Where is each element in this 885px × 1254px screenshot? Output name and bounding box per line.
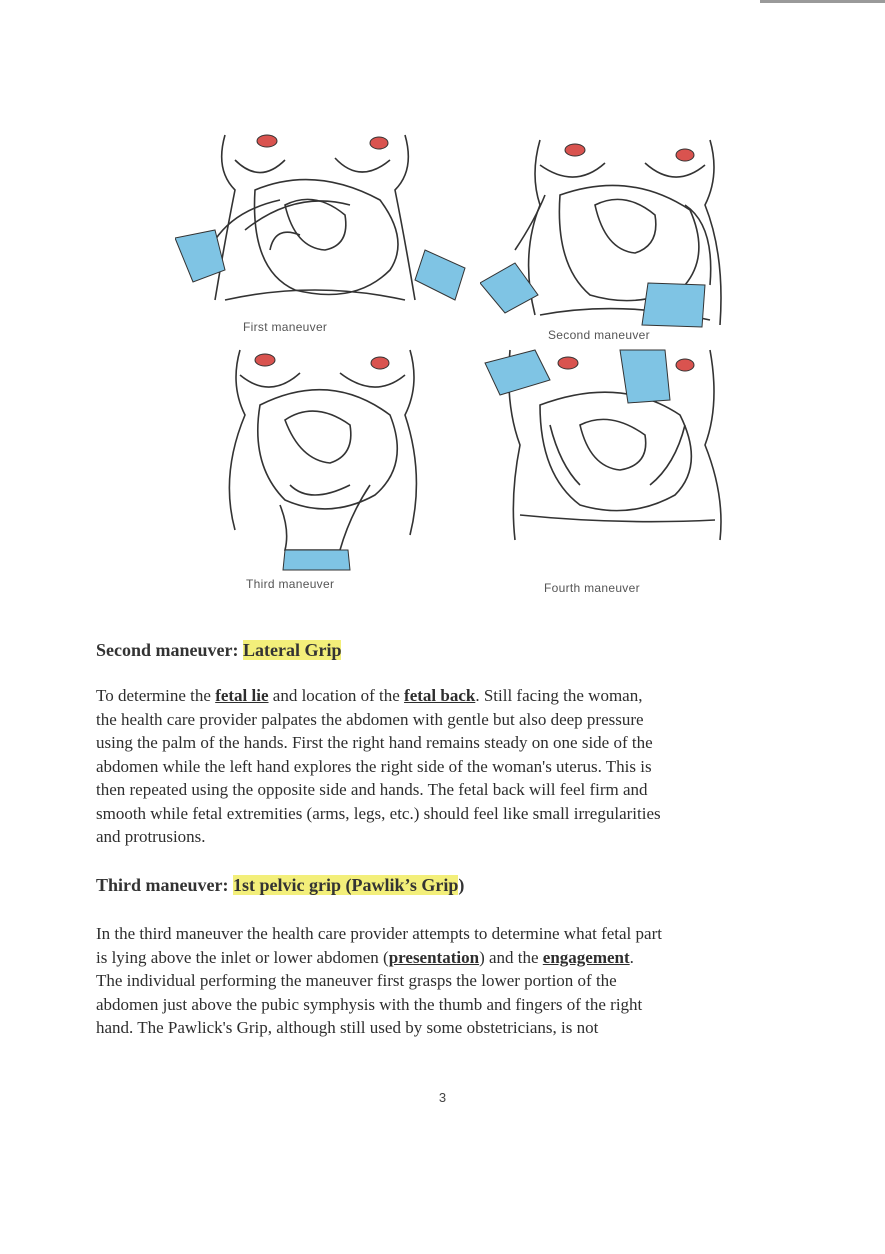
figure-caption: Second maneuver [548,328,650,342]
paragraph-line: then repeated using the opposite side and hands. The fetal back will feel firm and [96,780,648,799]
heading-prefix: Second maneuver: [96,640,243,660]
term-engagement[interactable]: engagement [542,947,630,967]
page-number: 3 [438,1090,447,1105]
figure-third-maneuver [200,345,450,591]
figure-fourth-maneuver [480,345,730,595]
third-maneuver-illustration [200,345,450,575]
figure-caption: Fourth maneuver [544,581,640,595]
figure-caption: First maneuver [243,320,328,334]
top-rule [760,0,885,3]
fourth-maneuver-illustration [480,345,730,575]
figure-first-maneuver [175,130,425,345]
paragraph-third-maneuver [96,922,816,1040]
figure-second-maneuver [480,135,730,350]
paragraph-line: smooth while fetal extremities (arms, legs, etc.) should feel like small irregularities [96,803,661,823]
paragraph-line: using the palm of the hands. First the right hand remains steady on one side of the [96,733,653,752]
heading-prefix: Third maneuver: [96,875,233,895]
term-presentation[interactable]: presentation [388,947,480,967]
paragraph-line: To determine the fetal lie and location of the fetal back. Still facing the woman, [96,686,643,705]
paragraph-line: and protrusions. [96,827,206,846]
paragraph-line: hand. The Pawlick's Grip, although still used by some obstetricians, is not [96,1018,599,1037]
second-maneuver-illustration [480,135,730,350]
heading-highlight: Lateral Grip [243,640,342,660]
paragraph-line: In the third maneuver the health care provider attempts to determine what fetal part [96,924,662,943]
paragraph-line: abdomen while the left hand explores the right side of the woman's uterus. This is [96,756,652,776]
paragraph-line: is lying above the inlet or lower abdomen (presentation) and the engagement. [96,947,634,967]
term-fetal-lie[interactable]: fetal lie [215,686,269,705]
section-heading-second-maneuver [96,640,341,661]
paragraph-line: The individual performing the maneuver first grasps the lower portion of the [96,971,617,990]
paragraph-line: abdomen just above the pubic symphysis with the thumb and fingers of the right [96,994,643,1014]
first-maneuver-illustration [175,130,475,345]
heading-suffix: ) [458,875,465,895]
section-heading-third-maneuver [96,875,464,896]
paragraph-line: the health care provider palpates the abdomen with gentle but also deep pressure [96,709,644,729]
heading-highlight: 1st pelvic grip (Pawlik’s Grip [233,875,459,895]
figure-caption: Third maneuver [246,577,335,591]
paragraph-second-maneuver [96,684,816,849]
term-fetal-back[interactable]: fetal back [404,686,476,705]
